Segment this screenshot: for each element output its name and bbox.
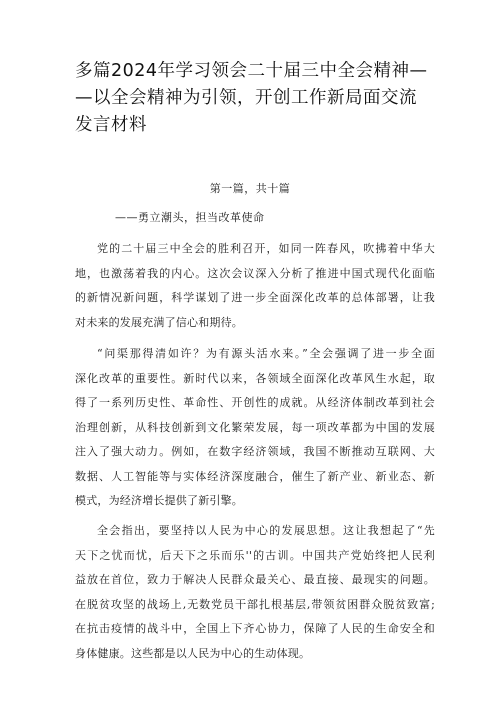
paragraph-line: 深化改革的重要性。新时代以来，各领域全面深化改革风生水起，取 <box>75 371 435 385</box>
paragraph-line: 天下之忧而忧，后天下之乐而乐''的古训。中国共产党始终把人民利 <box>75 548 435 562</box>
paragraph-line: 数据、人工智能等与实体经济深度融合，催生了新产业、新业态、新 <box>75 469 435 483</box>
paragraph-line: 全会指出，要坚持以人民为中心的发展思想。这让我想起了“先 <box>97 524 435 537</box>
paragraph-line: 地，也激荡着我的内心。这次会议深入分析了推进中国式现代化面临 <box>75 266 435 280</box>
paragraph-line: “问渠那得清如许？为有源头活水来。”全会强调了进一步全面 <box>97 347 435 360</box>
document-title <box>75 58 435 139</box>
section-heading: 第一篇，共十篇 <box>209 182 291 195</box>
section-subtitle: ——勇立潮头，担当改革使命 <box>115 211 265 224</box>
paragraph-line: 在脱贫攻坚的战场上,无数党员干部扎根基层,带领贫困群众脱贫致富; <box>75 597 435 611</box>
paragraph-line: 的新情况新问题，科学谋划了进一步全面深化改革的总体部署，让我 <box>75 291 435 304</box>
paragraph-line: 治理创新，从科技创新到文化繁荣发展，每一项改革都为中国的发展 <box>75 420 435 434</box>
title-line: —以全会精神为引领，开创工作新局面交流 <box>75 88 417 108</box>
paragraph <box>75 237 435 335</box>
paragraph-line: 模式，为经济增长提供了新引擎。 <box>75 494 243 507</box>
paragraph-line: 在抗击疫情的战斗中，全国上下齐心协力，保障了人民的生命安全和 <box>75 622 435 635</box>
paragraph <box>75 342 435 514</box>
paragraph-line: 党的二十届三中全会的胜利召开，如同一阵春风，吹拂着中华大 <box>97 242 435 255</box>
paragraph-line: 身体健康。这些都是以人民为中心的生动体现。 <box>75 646 311 660</box>
paragraph <box>75 519 435 666</box>
paragraph-line: 对未来的发展充满了信心和期待。 <box>75 315 243 329</box>
paragraph-line: 得了一系列历史性、革命性、开创性的成就。从经济体制改革到社会 <box>75 396 435 409</box>
paragraph-line: 注入了强大动力。例如，在数字经济领域，我国不断推动互联网、大 <box>75 445 435 458</box>
title-line: 多篇2024年学习领会二十届三中全会精神— <box>75 61 428 81</box>
title-line: 发言材料 <box>75 115 147 135</box>
paragraph-line: 益放在首位，致力于解决人民群众最关心、最直接、最现实的问题。 <box>75 573 435 586</box>
